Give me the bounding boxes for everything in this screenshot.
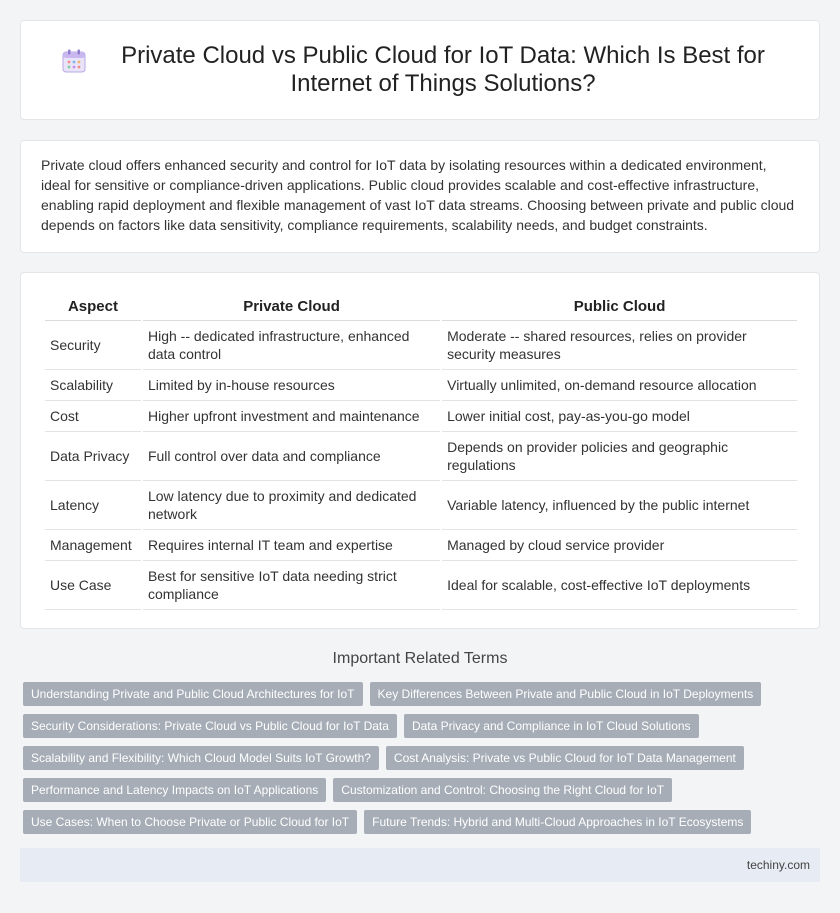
aspect-cell: Use Case [45, 561, 141, 610]
public-cell: Moderate -- shared resources, relies on provider security measures [442, 321, 797, 370]
calendar-icon [61, 48, 87, 74]
aspect-cell: Scalability [45, 370, 141, 401]
header [21, 42, 819, 98]
related-term-tag[interactable]: Scalability and Flexibility: Which Cloud Model Suits IoT Growth? [23, 746, 379, 770]
intro-paragraph: Private cloud offers enhanced security and control for IoT data by isolating resources within a dedicated environment, ideal for sensitive or compliance-driven applications. Public cloud provides scalable and cost-effective infrastructure, enabling rapid deployment and flexible management of vast IoT data streams. Choosing between private and public cloud depends on factors like data sensitivity, compliance requirements, scalability needs, and budget constraints. [41, 157, 795, 233]
related-term-tag[interactable]: Performance and Latency Impacts on IoT Applications [23, 778, 326, 802]
related-term-tag[interactable]: Customization and Control: Choosing the Right Cloud for IoT [333, 778, 672, 802]
private-cell: Requires internal IT team and expertise [143, 530, 440, 561]
public-cell: Variable latency, influenced by the public internet [442, 481, 797, 530]
header-public-cloud: Public Cloud [442, 293, 797, 321]
comparison-table [43, 293, 799, 610]
public-cell: Managed by cloud service provider [442, 530, 797, 561]
intro-card [20, 140, 820, 253]
related-term-tag[interactable]: Data Privacy and Compliance in IoT Cloud Solutions [404, 714, 699, 738]
related-term-tag[interactable]: Cost Analysis: Private vs Public Cloud for IoT Data Management [386, 746, 744, 770]
table-header-row [45, 293, 797, 321]
footer [20, 848, 820, 882]
related-term-tag[interactable]: Use Cases: When to Choose Private or Public Cloud for IoT [23, 810, 357, 834]
table-row [45, 432, 797, 481]
private-cell: Full control over data and compliance [143, 432, 440, 481]
public-cell: Lower initial cost, pay-as-you-go model [442, 401, 797, 432]
private-cell: Limited by in-house resources [143, 370, 440, 401]
public-cell: Virtually unlimited, on-demand resource allocation [442, 370, 797, 401]
header-card [20, 20, 820, 120]
public-cell: Ideal for scalable, cost-effective IoT deployments [442, 561, 797, 610]
header-private-cloud: Private Cloud [143, 293, 440, 321]
aspect-cell: Security [45, 321, 141, 370]
table-row [45, 481, 797, 530]
related-term-tag[interactable]: Security Considerations: Private Cloud vs Public Cloud for IoT Data [23, 714, 397, 738]
aspect-cell: Data Privacy [45, 432, 141, 481]
private-cell: Best for sensitive IoT data needing strict compliance [143, 561, 440, 610]
footer-brand-link[interactable]: techiny.com [746, 858, 810, 872]
related-terms-title: Important Related Terms [332, 650, 508, 667]
related-term-tag[interactable]: Key Differences Between Private and Public Cloud in IoT Deployments [370, 682, 762, 706]
related-term-tag[interactable]: Future Trends: Hybrid and Multi-Cloud Approaches in IoT Ecosystems [364, 810, 751, 834]
header-aspect: Aspect [45, 293, 141, 321]
private-cell: Low latency due to proximity and dedicated network [143, 481, 440, 530]
comparison-card [20, 272, 820, 629]
table-row [45, 530, 797, 561]
table-row [45, 401, 797, 432]
table-row [45, 561, 797, 610]
page-title: Private Cloud vs Public Cloud for IoT Data: Which Is Best for Internet of Things Solutions? [121, 42, 765, 97]
related-terms-list [23, 682, 819, 842]
private-cell: Higher upfront investment and maintenance [143, 401, 440, 432]
table-row [45, 321, 797, 370]
aspect-cell: Management [45, 530, 141, 561]
public-cell: Depends on provider policies and geographic regulations [442, 432, 797, 481]
private-cell: High -- dedicated infrastructure, enhanced data control [143, 321, 440, 370]
aspect-cell: Cost [45, 401, 141, 432]
aspect-cell: Latency [45, 481, 141, 530]
related-term-tag[interactable]: Understanding Private and Public Cloud Architectures for IoT [23, 682, 363, 706]
table-row [45, 370, 797, 401]
